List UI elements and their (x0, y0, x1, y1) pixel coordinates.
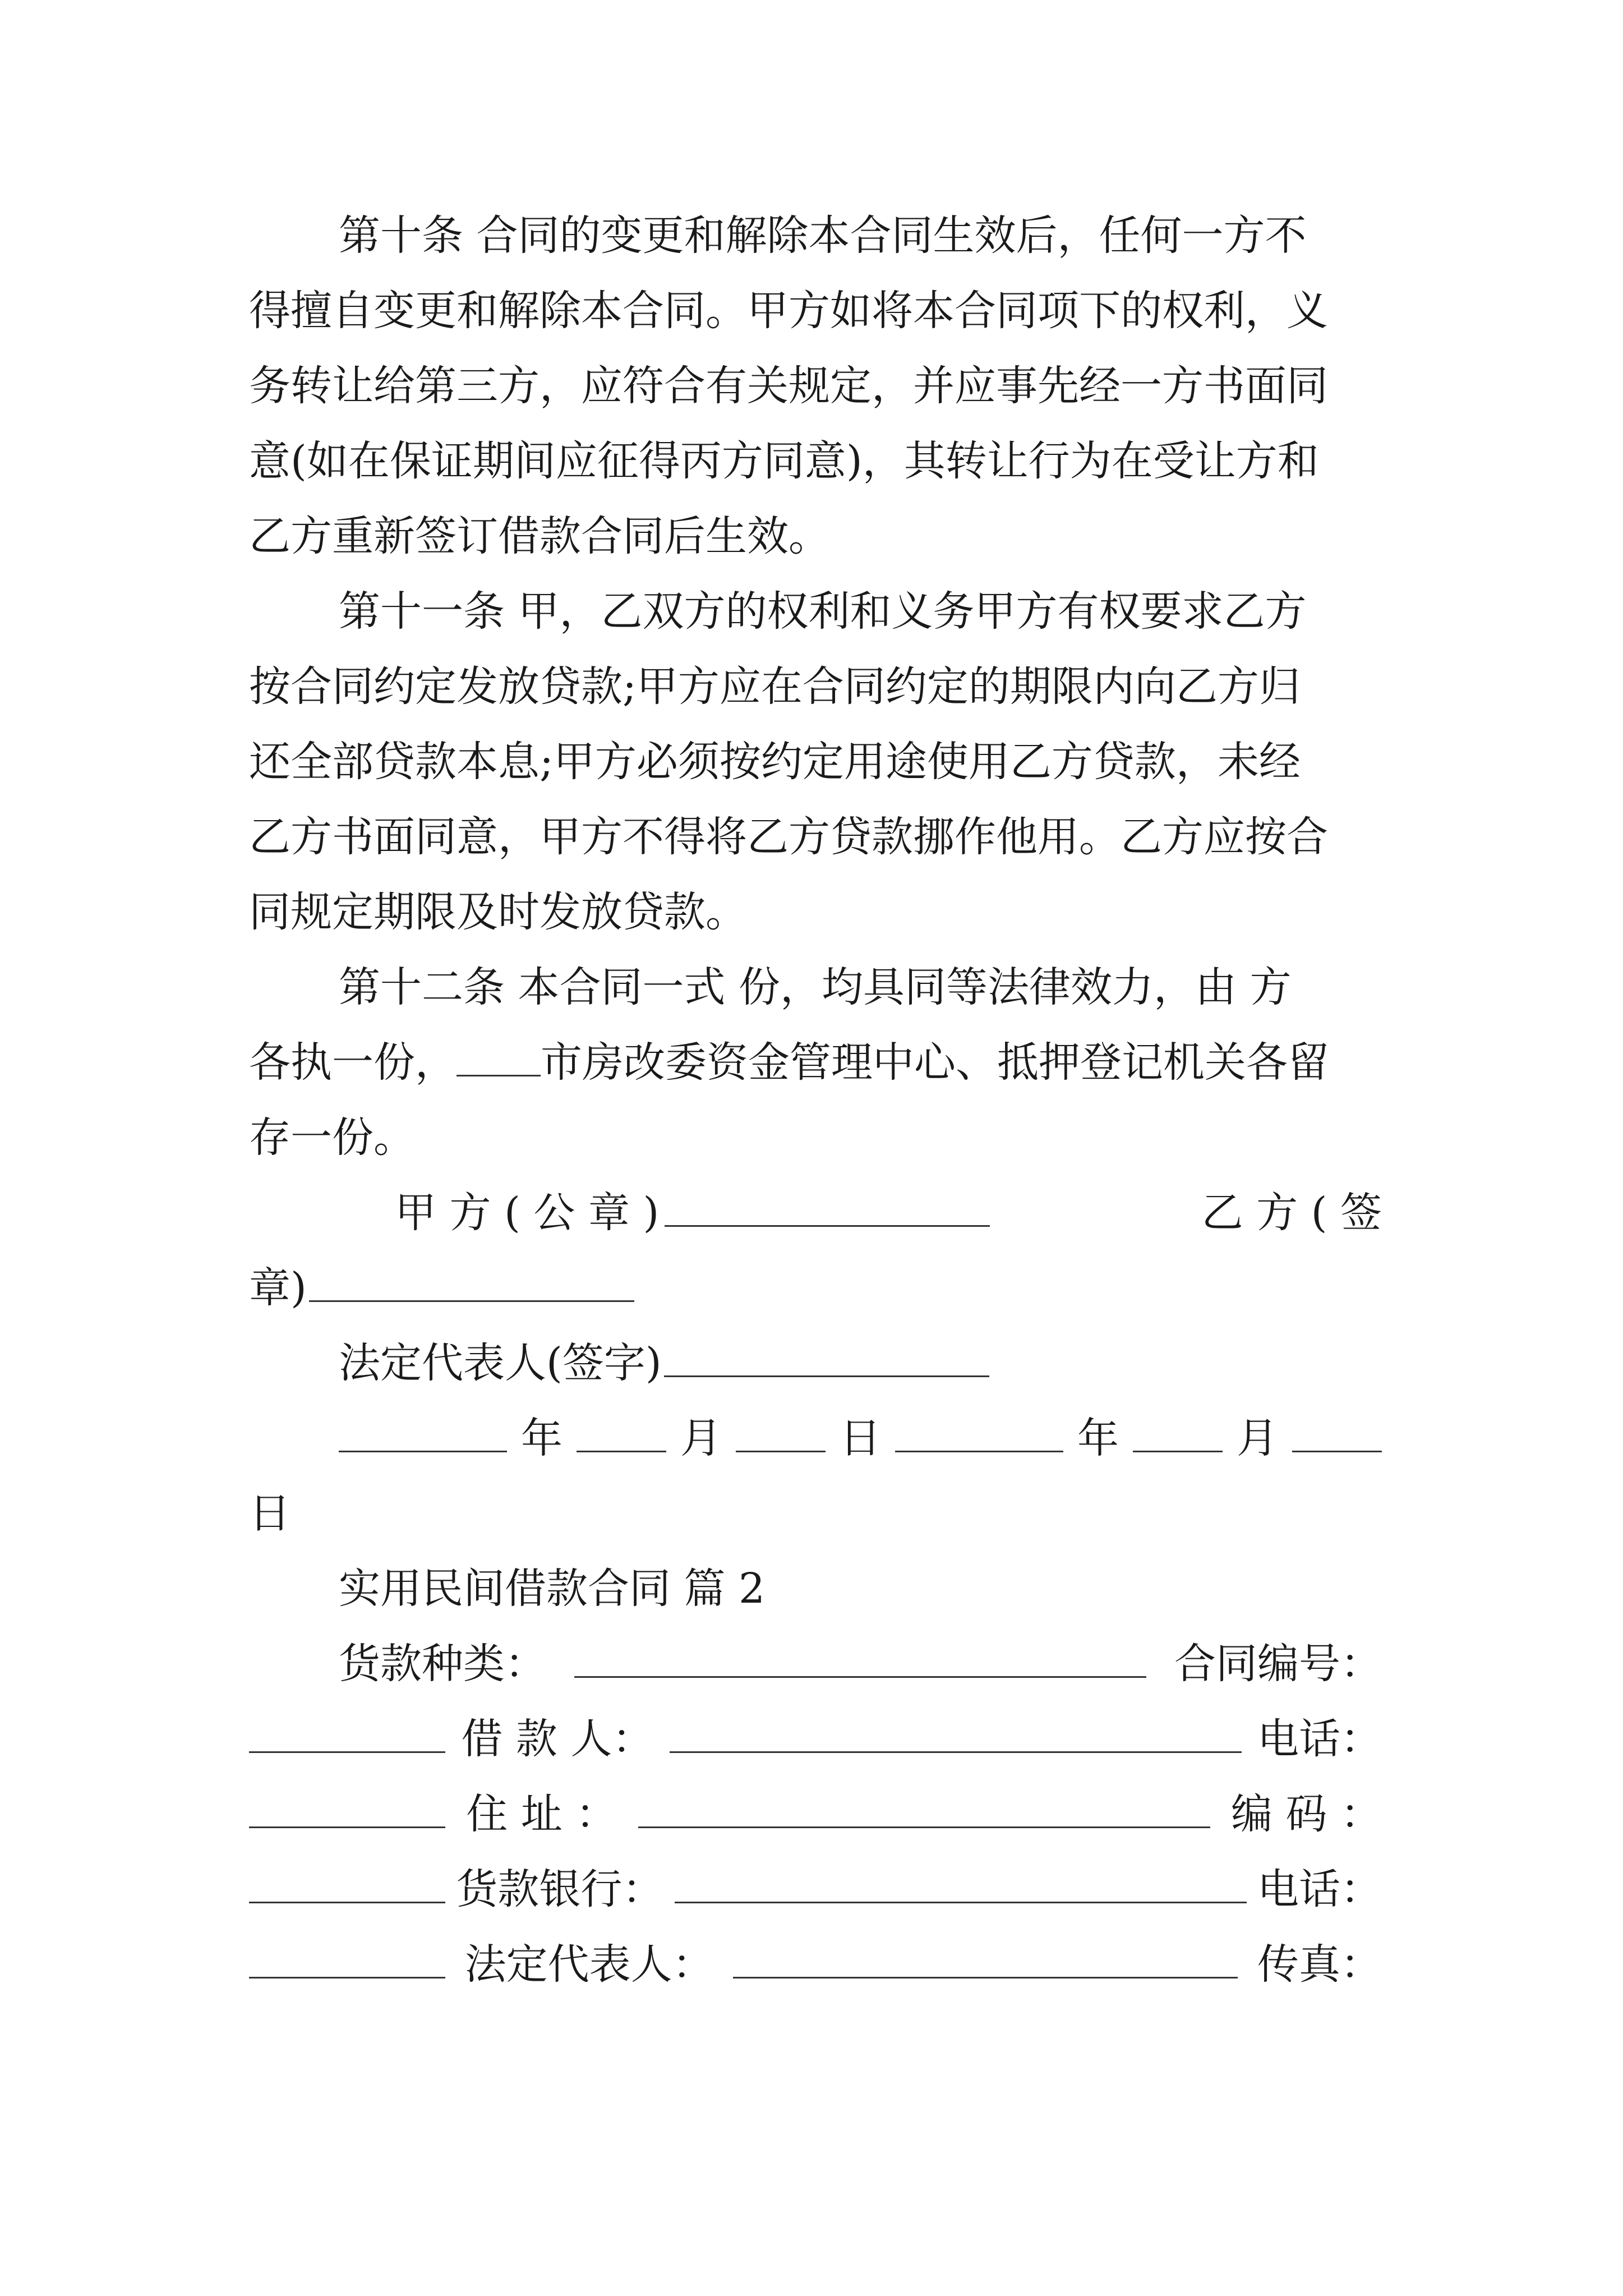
article-12-line-1: 第十二条 本合同一式 份，均具同等法律效力，由 方 (339, 963, 1292, 1011)
loan-type-label: 货款种类： (339, 1640, 546, 1688)
section2-legal-rep-label: 法定代表人： (464, 1940, 714, 1989)
city-blank (457, 1039, 541, 1076)
bank-blank (675, 1866, 1247, 1903)
day-label-b: 日 (249, 1489, 291, 1538)
bank-label: 货款银行： (456, 1865, 664, 1913)
code-label: 编 码 ： (1230, 1790, 1382, 1838)
legal-rep-signature-blank (664, 1340, 989, 1377)
legal-rep-line (339, 1335, 989, 1391)
article-12-line-2 (249, 1034, 1329, 1091)
legal-rep-row (249, 1936, 1382, 1993)
article-10-line-4: 意(如在保证期间应征得丙方同意)，其转让行为在受让方和 (249, 437, 1319, 485)
year-blank-b (895, 1415, 1063, 1452)
contract-no-label: 合同编号： (1174, 1640, 1382, 1688)
article-10-line-1: 第十条 合同的变更和解除本合同生效后，任何一方不 (339, 211, 1307, 260)
phone-label-1: 电话： (1257, 1715, 1382, 1763)
fax-label: 传真： (1257, 1940, 1382, 1989)
article-10-line-3: 务转让给第三方，应符合有关规定，并应事先经一方书面同 (249, 362, 1328, 410)
day-blank-a (736, 1415, 826, 1452)
article-12-line-2b: 市房改委资金管理中心、抵押登记机关各留 (541, 1038, 1329, 1087)
party-b-label: 乙 方 ( 签 (1201, 1189, 1382, 1237)
day-blank-b (1292, 1415, 1382, 1452)
address-label: 住 址 ： (466, 1790, 617, 1838)
article-11-line-4: 乙方书面同意，甲方不得将乙方贷款挪作他用。乙方应按合 (249, 813, 1328, 861)
article-10-line-2: 得擅自变更和解除本合同。甲方如将本合同项下的权利，义 (249, 287, 1328, 335)
phone-blank-2 (249, 1941, 445, 1978)
code-blank (249, 1866, 445, 1903)
article-11-line-5: 同规定期限及时发放贷款。 (249, 888, 747, 936)
article-12-line-2a: 各执一份， (249, 1038, 457, 1087)
party-b-signature-blank (309, 1264, 634, 1302)
article-11-line-3: 还全部贷款本息;甲方必须按约定用途使用乙方贷款，未经 (249, 738, 1301, 786)
signature-party-line (395, 1185, 1382, 1241)
address-blank (638, 1791, 1210, 1828)
month-label-a: 月 (680, 1414, 722, 1462)
article-10-line-5: 乙方重新签订借款合同后生效。 (249, 512, 830, 560)
borrower-blank (670, 1715, 1242, 1753)
year-blank-a (339, 1415, 507, 1452)
loan-type-row (339, 1636, 1382, 1692)
borrower-label: 借 款 人： (461, 1715, 654, 1763)
article-12-line-3: 存一份。 (249, 1114, 415, 1162)
legal-rep-blank (733, 1941, 1238, 1978)
borrower-row (249, 1711, 1382, 1767)
year-label-b: 年 (1077, 1414, 1119, 1462)
bank-row (249, 1861, 1382, 1917)
party-a-label: 甲 方 ( 公 章 ) (395, 1185, 990, 1241)
phone-label-2: 电话： (1257, 1865, 1382, 1913)
date-line (339, 1410, 1382, 1466)
party-a-signature-blank (665, 1189, 990, 1227)
article-11-line-1: 第十一条 甲，乙双方的权利和义务甲方有权要求乙方 (339, 587, 1307, 636)
loan-type-blank (574, 1640, 1146, 1678)
month-blank-a (577, 1415, 666, 1452)
year-label-a: 年 (521, 1414, 562, 1462)
address-row (249, 1786, 1382, 1842)
section-2-title: 实用民间借款合同 篇 2 (339, 1565, 766, 1613)
article-11-line-2: 按合同约定发放贷款;甲方应在合同约定的期限内向乙方归 (249, 662, 1301, 711)
month-label-b: 月 (1237, 1414, 1278, 1462)
party-b-cont-label: 章) (249, 1264, 307, 1312)
month-blank-b (1133, 1415, 1223, 1452)
party-b-cont-line (249, 1260, 634, 1316)
phone-blank-1 (249, 1791, 445, 1828)
legal-rep-label: 法定代表人(签字) (339, 1339, 662, 1387)
contract-no-blank (249, 1715, 445, 1753)
day-label-a: 日 (840, 1414, 881, 1462)
